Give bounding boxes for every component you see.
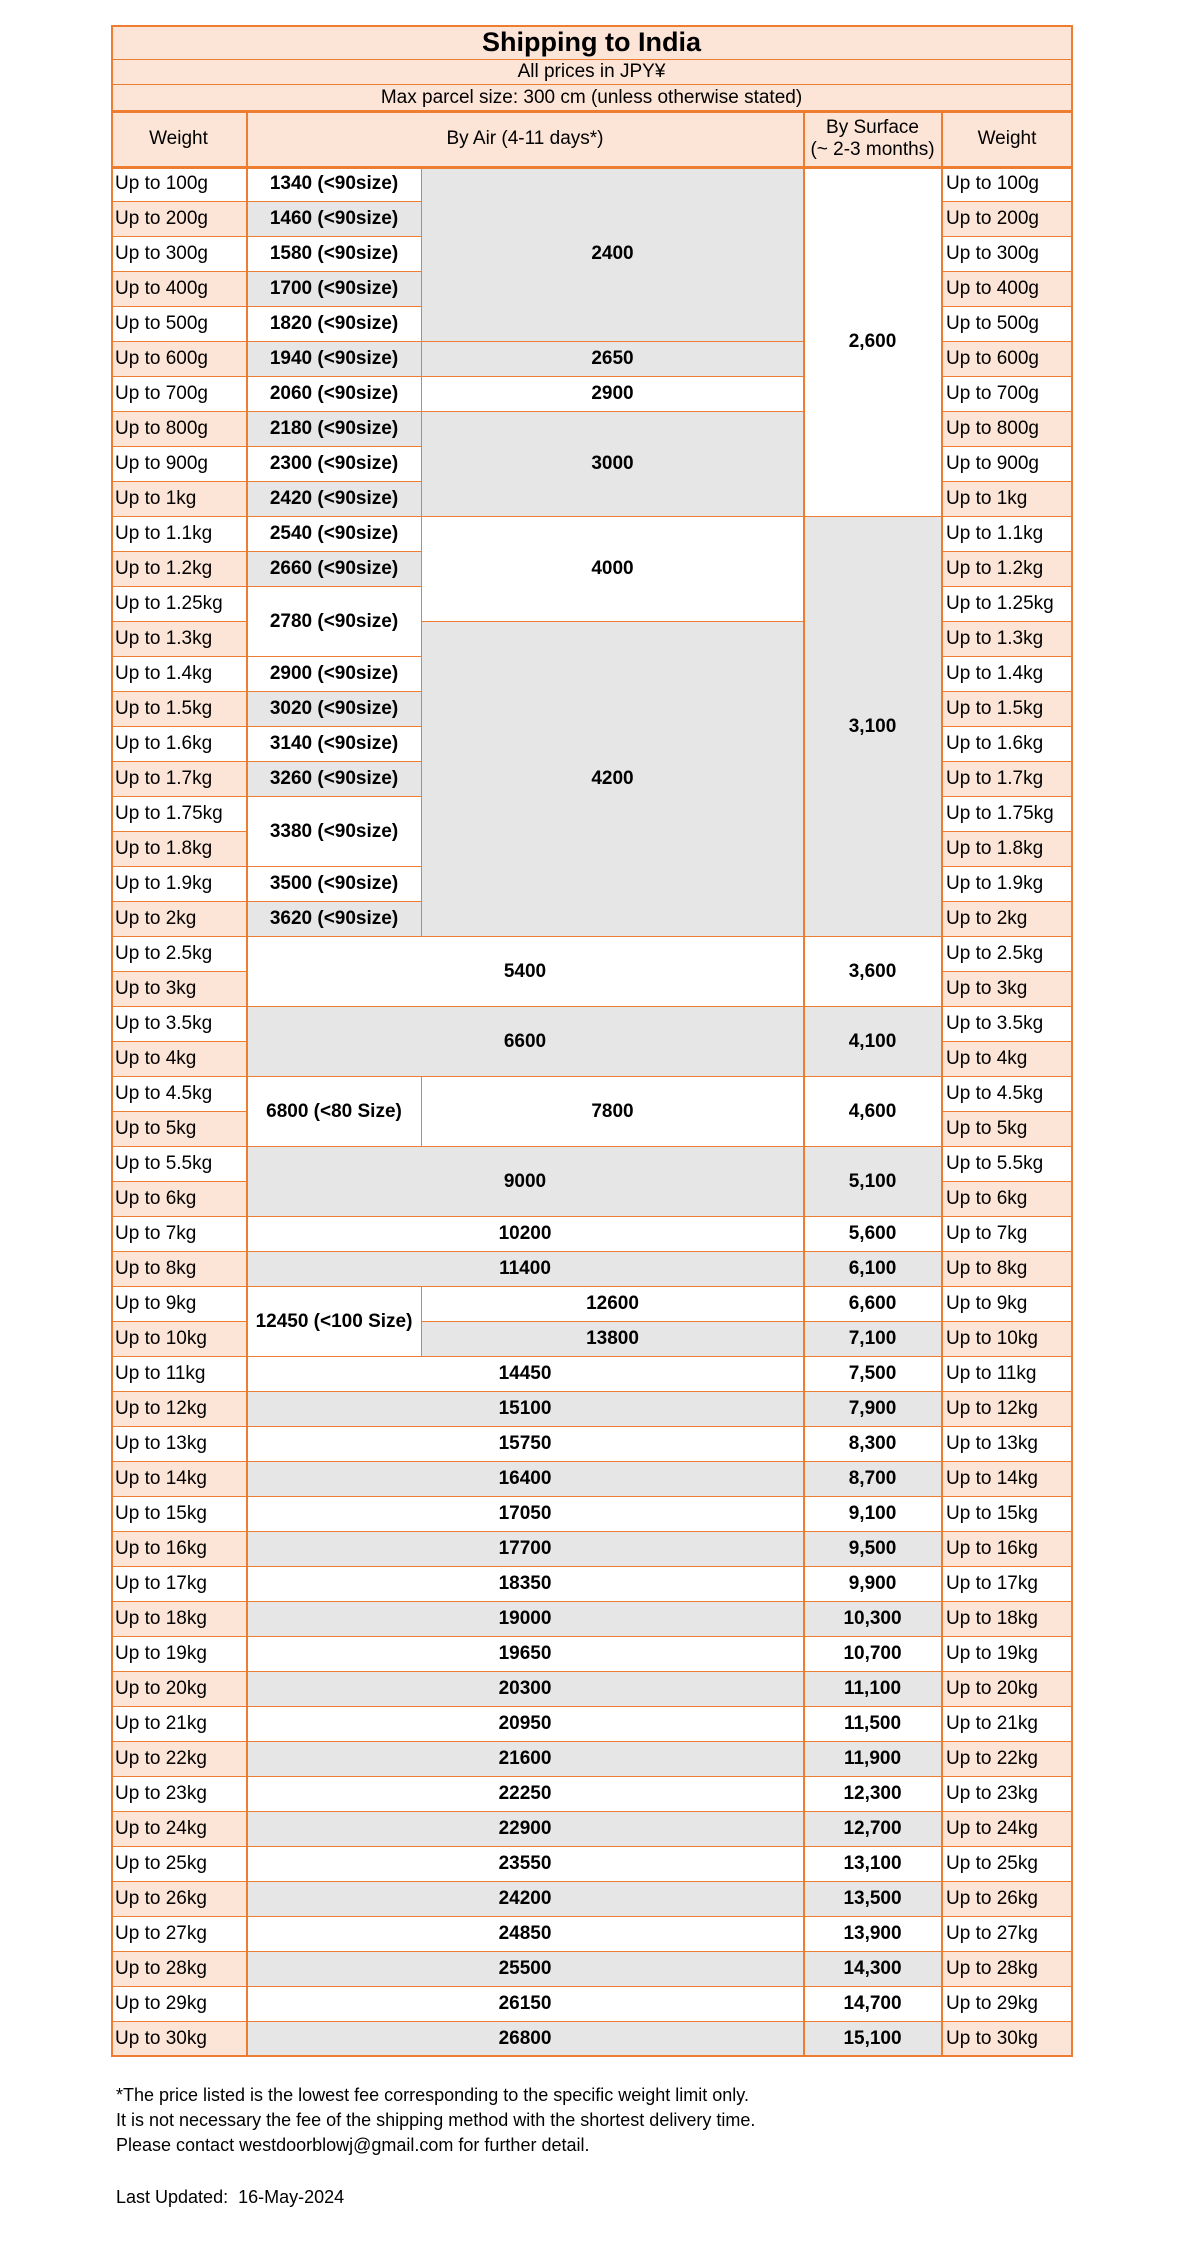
air-price: 25500 [247, 1952, 804, 1987]
air-small-packet-price: 2780 (<90size) [247, 587, 422, 657]
air-standard-price: 3000 [422, 412, 804, 517]
air-small-packet-price: 3380 (<90size) [247, 797, 422, 867]
shipping-rate-table [111, 25, 1073, 2057]
weight-label-right: Up to 9kg [942, 1287, 1073, 1322]
surface-price: 7,900 [804, 1392, 942, 1427]
weight-label-right: Up to 1.75kg [942, 797, 1073, 832]
air-price: 17050 [247, 1497, 804, 1532]
weight-label-left: Up to 1.4kg [111, 657, 247, 692]
header-by-surface [804, 111, 942, 167]
weight-label-left: Up to 1.9kg [111, 867, 247, 902]
surface-price: 5,100 [804, 1147, 942, 1217]
surface-price: 9,500 [804, 1532, 942, 1567]
last-updated [116, 2185, 344, 2210]
weight-label-right: Up to 3kg [942, 972, 1073, 1007]
air-standard-price: 2650 [422, 342, 804, 377]
air-price: 16400 [247, 1462, 804, 1497]
weight-label-right: Up to 1.25kg [942, 587, 1073, 622]
weight-label-right: Up to 28kg [942, 1952, 1073, 1987]
header-by-air: By Air (4-11 days*) [247, 111, 804, 167]
weight-label-right: Up to 22kg [942, 1742, 1073, 1777]
weight-label-right: Up to 1.4kg [942, 657, 1073, 692]
surface-price: 11,100 [804, 1672, 942, 1707]
weight-label-right: Up to 5kg [942, 1112, 1073, 1147]
weight-label-right: Up to 11kg [942, 1357, 1073, 1392]
surface-price: 3,100 [804, 517, 942, 937]
weight-label-left: Up to 100g [111, 167, 247, 202]
air-price: 9000 [247, 1147, 804, 1217]
weight-label-left: Up to 600g [111, 342, 247, 377]
air-small-packet-price: 1820 (<90size) [247, 307, 422, 342]
weight-label-right: Up to 3.5kg [942, 1007, 1073, 1042]
surface-price: 13,100 [804, 1847, 942, 1882]
footer-notes [116, 2083, 755, 2158]
weight-label-right: Up to 800g [942, 412, 1073, 447]
air-price: 20300 [247, 1672, 804, 1707]
weight-label-right: Up to 1.9kg [942, 867, 1073, 902]
weight-label-right: Up to 1.6kg [942, 727, 1073, 762]
weight-label-left: Up to 1.7kg [111, 762, 247, 797]
weight-label-left: Up to 22kg [111, 1742, 247, 1777]
weight-label-right: Up to 1.2kg [942, 552, 1073, 587]
weight-label-left: Up to 7kg [111, 1217, 247, 1252]
air-price: 18350 [247, 1567, 804, 1602]
weight-label-right: Up to 30kg [942, 2022, 1073, 2057]
surface-price: 13,500 [804, 1882, 942, 1917]
air-small-packet-price: 2540 (<90size) [247, 517, 422, 552]
air-small-packet-price: 2300 (<90size) [247, 447, 422, 482]
weight-label-right: Up to 16kg [942, 1532, 1073, 1567]
weight-label-right: Up to 100g [942, 167, 1073, 202]
weight-label-left: Up to 3.5kg [111, 1007, 247, 1042]
weight-label-left: Up to 14kg [111, 1462, 247, 1497]
weight-label-right: Up to 6kg [942, 1182, 1073, 1217]
surface-price: 3,600 [804, 937, 942, 1007]
header-by-surface-line1: By Surface [826, 116, 919, 138]
weight-label-left: Up to 17kg [111, 1567, 247, 1602]
weight-label-right: Up to 20kg [942, 1672, 1073, 1707]
air-price: 15100 [247, 1392, 804, 1427]
weight-label-left: Up to 29kg [111, 1987, 247, 2022]
air-small-packet-price: 3620 (<90size) [247, 902, 422, 937]
weight-label-right: Up to 14kg [942, 1462, 1073, 1497]
weight-label-left: Up to 700g [111, 377, 247, 412]
weight-label-left: Up to 3kg [111, 972, 247, 1007]
weight-label-left: Up to 15kg [111, 1497, 247, 1532]
weight-label-left: Up to 1kg [111, 482, 247, 517]
weight-label-left: Up to 25kg [111, 1847, 247, 1882]
air-price: 21600 [247, 1742, 804, 1777]
weight-label-left: Up to 2kg [111, 902, 247, 937]
weight-label-right: Up to 1.3kg [942, 622, 1073, 657]
weight-label-right: Up to 17kg [942, 1567, 1073, 1602]
weight-label-right: Up to 18kg [942, 1602, 1073, 1637]
surface-price: 7,500 [804, 1357, 942, 1392]
air-standard-price: 4200 [422, 622, 804, 937]
weight-label-left: Up to 5.5kg [111, 1147, 247, 1182]
weight-label-left: Up to 12kg [111, 1392, 247, 1427]
footer-note-1: *The price listed is the lowest fee corresponding to the specific weight limit only. [116, 2085, 749, 2105]
weight-label-left: Up to 9kg [111, 1287, 247, 1322]
weight-label-left: Up to 27kg [111, 1917, 247, 1952]
air-small-packet-price: 2060 (<90size) [247, 377, 422, 412]
weight-label-right: Up to 13kg [942, 1427, 1073, 1462]
air-price: 19650 [247, 1637, 804, 1672]
max-size-note: Max parcel size: 300 cm (unless otherwise stated) [111, 85, 1073, 111]
footer-note-3: Please contact westdoorblowj@gmail.com for further detail. [116, 2135, 590, 2155]
weight-label-right: Up to 1.8kg [942, 832, 1073, 867]
surface-price: 6,100 [804, 1252, 942, 1287]
weight-label-right: Up to 12kg [942, 1392, 1073, 1427]
air-price: 22250 [247, 1777, 804, 1812]
weight-label-right: Up to 300g [942, 237, 1073, 272]
air-standard-price: 4000 [422, 517, 804, 622]
weight-label-left: Up to 1.2kg [111, 552, 247, 587]
weight-label-right: Up to 2kg [942, 902, 1073, 937]
air-small-packet-price: 6800 (<80 Size) [247, 1077, 422, 1147]
surface-price: 5,600 [804, 1217, 942, 1252]
air-small-packet-price: 1460 (<90size) [247, 202, 422, 237]
header-weight-left: Weight [111, 111, 247, 167]
weight-label-left: Up to 5kg [111, 1112, 247, 1147]
weight-label-left: Up to 13kg [111, 1427, 247, 1462]
air-standard-price: 13800 [422, 1322, 804, 1357]
air-price: 10200 [247, 1217, 804, 1252]
air-price: 14450 [247, 1357, 804, 1392]
surface-price: 9,900 [804, 1567, 942, 1602]
weight-label-right: Up to 7kg [942, 1217, 1073, 1252]
surface-price: 4,100 [804, 1007, 942, 1077]
air-standard-price: 12600 [422, 1287, 804, 1322]
weight-label-left: Up to 20kg [111, 1672, 247, 1707]
air-price: 22900 [247, 1812, 804, 1847]
surface-price: 11,900 [804, 1742, 942, 1777]
air-price: 15750 [247, 1427, 804, 1462]
weight-label-left: Up to 28kg [111, 1952, 247, 1987]
weight-label-right: Up to 700g [942, 377, 1073, 412]
weight-label-left: Up to 1.25kg [111, 587, 247, 622]
surface-price: 14,700 [804, 1987, 942, 2022]
surface-price: 13,900 [804, 1917, 942, 1952]
air-small-packet-price: 12450 (<100 Size) [247, 1287, 422, 1357]
air-small-packet-price: 2900 (<90size) [247, 657, 422, 692]
weight-label-left: Up to 1.1kg [111, 517, 247, 552]
air-price: 5400 [247, 937, 804, 1007]
air-price: 24850 [247, 1917, 804, 1952]
weight-label-left: Up to 30kg [111, 2022, 247, 2057]
surface-price: 8,300 [804, 1427, 942, 1462]
surface-price: 10,700 [804, 1637, 942, 1672]
weight-label-left: Up to 26kg [111, 1882, 247, 1917]
weight-label-left: Up to 2.5kg [111, 937, 247, 972]
currency-note: All prices in JPY¥ [111, 60, 1073, 85]
weight-label-left: Up to 21kg [111, 1707, 247, 1742]
weight-label-right: Up to 500g [942, 307, 1073, 342]
air-small-packet-price: 1580 (<90size) [247, 237, 422, 272]
weight-label-right: Up to 1.1kg [942, 517, 1073, 552]
weight-label-left: Up to 6kg [111, 1182, 247, 1217]
header-weight-right: Weight [942, 111, 1073, 167]
air-small-packet-price: 3020 (<90size) [247, 692, 422, 727]
weight-label-right: Up to 1.7kg [942, 762, 1073, 797]
last-updated-label: Last Updated: [116, 2187, 229, 2207]
weight-label-left: Up to 300g [111, 237, 247, 272]
surface-price: 14,300 [804, 1952, 942, 1987]
weight-label-left: Up to 200g [111, 202, 247, 237]
air-small-packet-price: 3140 (<90size) [247, 727, 422, 762]
weight-label-right: Up to 1.5kg [942, 692, 1073, 727]
weight-label-right: Up to 10kg [942, 1322, 1073, 1357]
surface-price: 12,700 [804, 1812, 942, 1847]
air-price: 6600 [247, 1007, 804, 1077]
surface-price: 8,700 [804, 1462, 942, 1497]
surface-price: 7,100 [804, 1322, 942, 1357]
last-updated-value: 16-May-2024 [238, 2187, 345, 2207]
surface-price: 10,300 [804, 1602, 942, 1637]
footer-note-2: It is not necessary the fee of the shipping method with the shortest delivery time. [116, 2110, 756, 2130]
air-price: 26800 [247, 2022, 804, 2057]
weight-label-left: Up to 18kg [111, 1602, 247, 1637]
air-price: 26150 [247, 1987, 804, 2022]
weight-label-left: Up to 4.5kg [111, 1077, 247, 1112]
weight-label-right: Up to 900g [942, 447, 1073, 482]
weight-label-right: Up to 19kg [942, 1637, 1073, 1672]
weight-label-right: Up to 24kg [942, 1812, 1073, 1847]
weight-label-right: Up to 1kg [942, 482, 1073, 517]
air-price: 20950 [247, 1707, 804, 1742]
air-small-packet-price: 1340 (<90size) [247, 167, 422, 202]
weight-label-left: Up to 16kg [111, 1532, 247, 1567]
weight-label-left: Up to 23kg [111, 1777, 247, 1812]
weight-label-right: Up to 23kg [942, 1777, 1073, 1812]
weight-label-left: Up to 11kg [111, 1357, 247, 1392]
weight-label-left: Up to 8kg [111, 1252, 247, 1287]
air-price: 24200 [247, 1882, 804, 1917]
weight-label-left: Up to 500g [111, 307, 247, 342]
weight-label-left: Up to 900g [111, 447, 247, 482]
weight-label-left: Up to 1.6kg [111, 727, 247, 762]
surface-price: 9,100 [804, 1497, 942, 1532]
weight-label-left: Up to 400g [111, 272, 247, 307]
weight-label-left: Up to 1.8kg [111, 832, 247, 867]
weight-label-left: Up to 1.3kg [111, 622, 247, 657]
surface-price: 4,600 [804, 1077, 942, 1147]
air-price: 23550 [247, 1847, 804, 1882]
weight-label-left: Up to 19kg [111, 1637, 247, 1672]
air-standard-price: 2900 [422, 377, 804, 412]
weight-label-left: Up to 24kg [111, 1812, 247, 1847]
air-standard-price: 7800 [422, 1077, 804, 1147]
weight-label-right: Up to 4.5kg [942, 1077, 1073, 1112]
air-small-packet-price: 1940 (<90size) [247, 342, 422, 377]
weight-label-left: Up to 1.75kg [111, 797, 247, 832]
surface-price: 6,600 [804, 1287, 942, 1322]
weight-label-right: Up to 200g [942, 202, 1073, 237]
weight-label-right: Up to 26kg [942, 1882, 1073, 1917]
header-by-surface-line2: (~ 2-3 months) [810, 138, 935, 160]
weight-label-right: Up to 21kg [942, 1707, 1073, 1742]
weight-label-left: Up to 4kg [111, 1042, 247, 1077]
surface-price: 11,500 [804, 1707, 942, 1742]
air-standard-price: 2400 [422, 167, 804, 342]
air-price: 17700 [247, 1532, 804, 1567]
weight-label-right: Up to 5.5kg [942, 1147, 1073, 1182]
weight-label-right: Up to 4kg [942, 1042, 1073, 1077]
surface-price: 2,600 [804, 167, 942, 517]
air-small-packet-price: 3260 (<90size) [247, 762, 422, 797]
air-price: 11400 [247, 1252, 804, 1287]
air-small-packet-price: 3500 (<90size) [247, 867, 422, 902]
weight-label-right: Up to 600g [942, 342, 1073, 377]
air-small-packet-price: 2660 (<90size) [247, 552, 422, 587]
table-title: Shipping to India [111, 25, 1073, 60]
air-small-packet-price: 1700 (<90size) [247, 272, 422, 307]
weight-label-right: Up to 27kg [942, 1917, 1073, 1952]
weight-label-right: Up to 29kg [942, 1987, 1073, 2022]
weight-label-right: Up to 25kg [942, 1847, 1073, 1882]
weight-label-right: Up to 8kg [942, 1252, 1073, 1287]
surface-price: 12,300 [804, 1777, 942, 1812]
air-price: 19000 [247, 1602, 804, 1637]
air-small-packet-price: 2420 (<90size) [247, 482, 422, 517]
weight-label-right: Up to 400g [942, 272, 1073, 307]
air-small-packet-price: 2180 (<90size) [247, 412, 422, 447]
weight-label-left: Up to 1.5kg [111, 692, 247, 727]
surface-price: 15,100 [804, 2022, 942, 2057]
weight-label-left: Up to 800g [111, 412, 247, 447]
weight-label-right: Up to 2.5kg [942, 937, 1073, 972]
weight-label-right: Up to 15kg [942, 1497, 1073, 1532]
weight-label-left: Up to 10kg [111, 1322, 247, 1357]
